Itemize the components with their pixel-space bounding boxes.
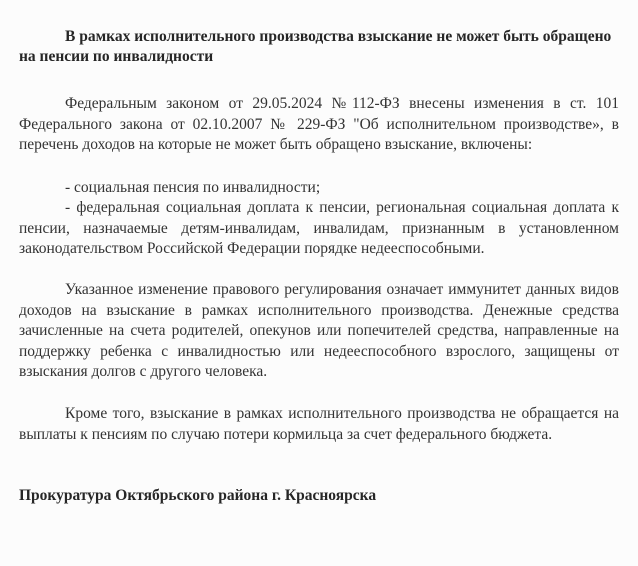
document-title: В рамках исполнительного производства взыскание не может быть обращено на пенсии по инвалидности [19, 28, 612, 65]
list-item: - федеральная социальная доплата к пенсии, региональная социальная доплата к пенсии, назначаемые детям-инвалидам, инвалидам, признанным в установленном законодательством Российской Федерации порядке недееспособными. [19, 199, 619, 257]
signature: Прокуратура Октябрьского района г. Красноярска [19, 487, 377, 504]
addition-paragraph: Кроме того, взыскание в рамках исполнительного производства не обращается на выплаты к пенсиям по случаю потери кормильца за счет федерального бюджета. [19, 405, 619, 443]
explanation-paragraph: Указанное изменение правового регулирования означает иммунитет данных видов доходов на взыскание в рамках исполнительного производства. Денежные средства зачисленные на счета родителей, опекунов или попечителей средства, направленные на поддержку ребенка с инвалидностью или недееспособного взрослого, защищены от взыскания долгов с другого человека. [19, 281, 619, 380]
intro-paragraph: Федеральным законом от 29.05.2024 №112-ФЗ внесены изменения в ст. 101 Федерального закона от 02.10.2007 № 229-ФЗ "Об исполнительном производстве», в перечень доходов на которые не может быть обращено взыскание, включены: [19, 95, 619, 153]
list-item: - социальная пенсия по инвалидности; [65, 179, 321, 196]
